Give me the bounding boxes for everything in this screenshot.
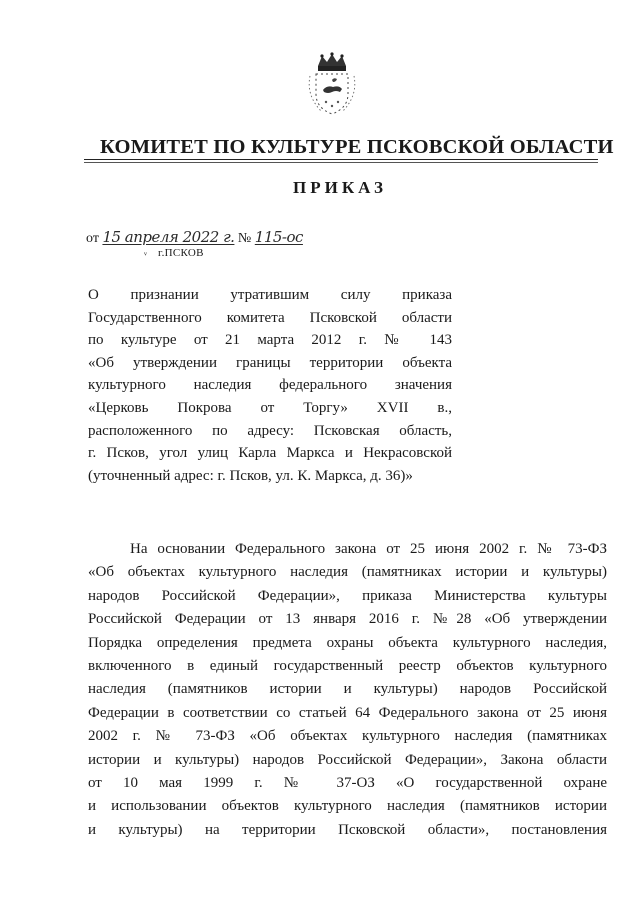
body-line: На основании Федерального закона от 25 июня 2002 г. № 73-ФЗ [130, 541, 607, 557]
committee-name: КОМИТЕТ ПО КУЛЬТУРЕ ПСКОВСКОЙ ОБЛАСТИ [100, 136, 614, 158]
header-divider-secondary [84, 162, 598, 163]
document-type: ПРИКАЗ [293, 178, 387, 197]
subject-line: г. Псков, угол улиц Карла Маркса и Некрасовской [88, 445, 452, 462]
body-line: Федерации в соответствии со статьей 64 Федерального закона от 25 июня [88, 704, 607, 721]
number-label: № [237, 231, 252, 246]
body-line: истории и культуры) народов Российской Федерации», Закона области [88, 751, 607, 768]
subject-line: расположенного по адресу: Псковская область, [88, 422, 452, 439]
body-line: от 10 мая 1999 г. № 37-ОЗ «О государственной охране [88, 774, 607, 791]
body-line: Российской Федерации от 13 января 2016 г. №28 «Об утверждении [88, 611, 607, 628]
body-line: включенного в единый государственный реестр объектов культурного [88, 657, 607, 674]
from-label: от [86, 231, 99, 246]
subject-line: О признании утратившим силу приказа [88, 287, 452, 303]
body-line: народов Российской Федерации», приказа Министерства культуры [88, 587, 607, 604]
header-divider [84, 159, 598, 160]
body-line: и культуры) на территории Псковской области», постановления [88, 821, 607, 838]
order-subject [88, 284, 452, 487]
order-date: 15 апреля 2022 г. [102, 228, 235, 246]
subject-line: (уточненный адрес: г. Псков, ул. К. Маркса, д. 36)» [88, 467, 413, 484]
order-date-number-line [86, 228, 303, 248]
subject-line: культурного наследия федерального значения [88, 377, 452, 394]
body-line: 2002 г. № 73-ФЗ «Об объектах культурного наследия (памятниках [88, 728, 607, 745]
city-name: г.ПСКОВ [158, 247, 204, 259]
city-marker-icon: ᵛ [144, 250, 147, 261]
subject-line: «Церковь Покрова от Торгу» XVII в., [88, 399, 452, 416]
order-number: 115-ос [254, 228, 303, 246]
subject-line: Государственного комитета Псковской области [88, 309, 452, 326]
order-body [88, 538, 607, 842]
body-line: «Об объектах культурного наследия (памятниках истории и культуры) [88, 564, 607, 581]
subject-line: «Об утверждении границы территории объекта [88, 354, 452, 371]
subject-line: по культуре от 21 марта 2012 г. № 143 [88, 332, 452, 349]
pskov-coat-of-arms-icon [296, 52, 368, 118]
body-line: наследия (памятников истории и культуры) народов Российской [88, 681, 607, 698]
body-line: и использовании объектов культурного наследия (памятников истории [88, 798, 607, 815]
body-line: Порядка определения предмета охраны объекта культурного наследия, [88, 634, 607, 651]
